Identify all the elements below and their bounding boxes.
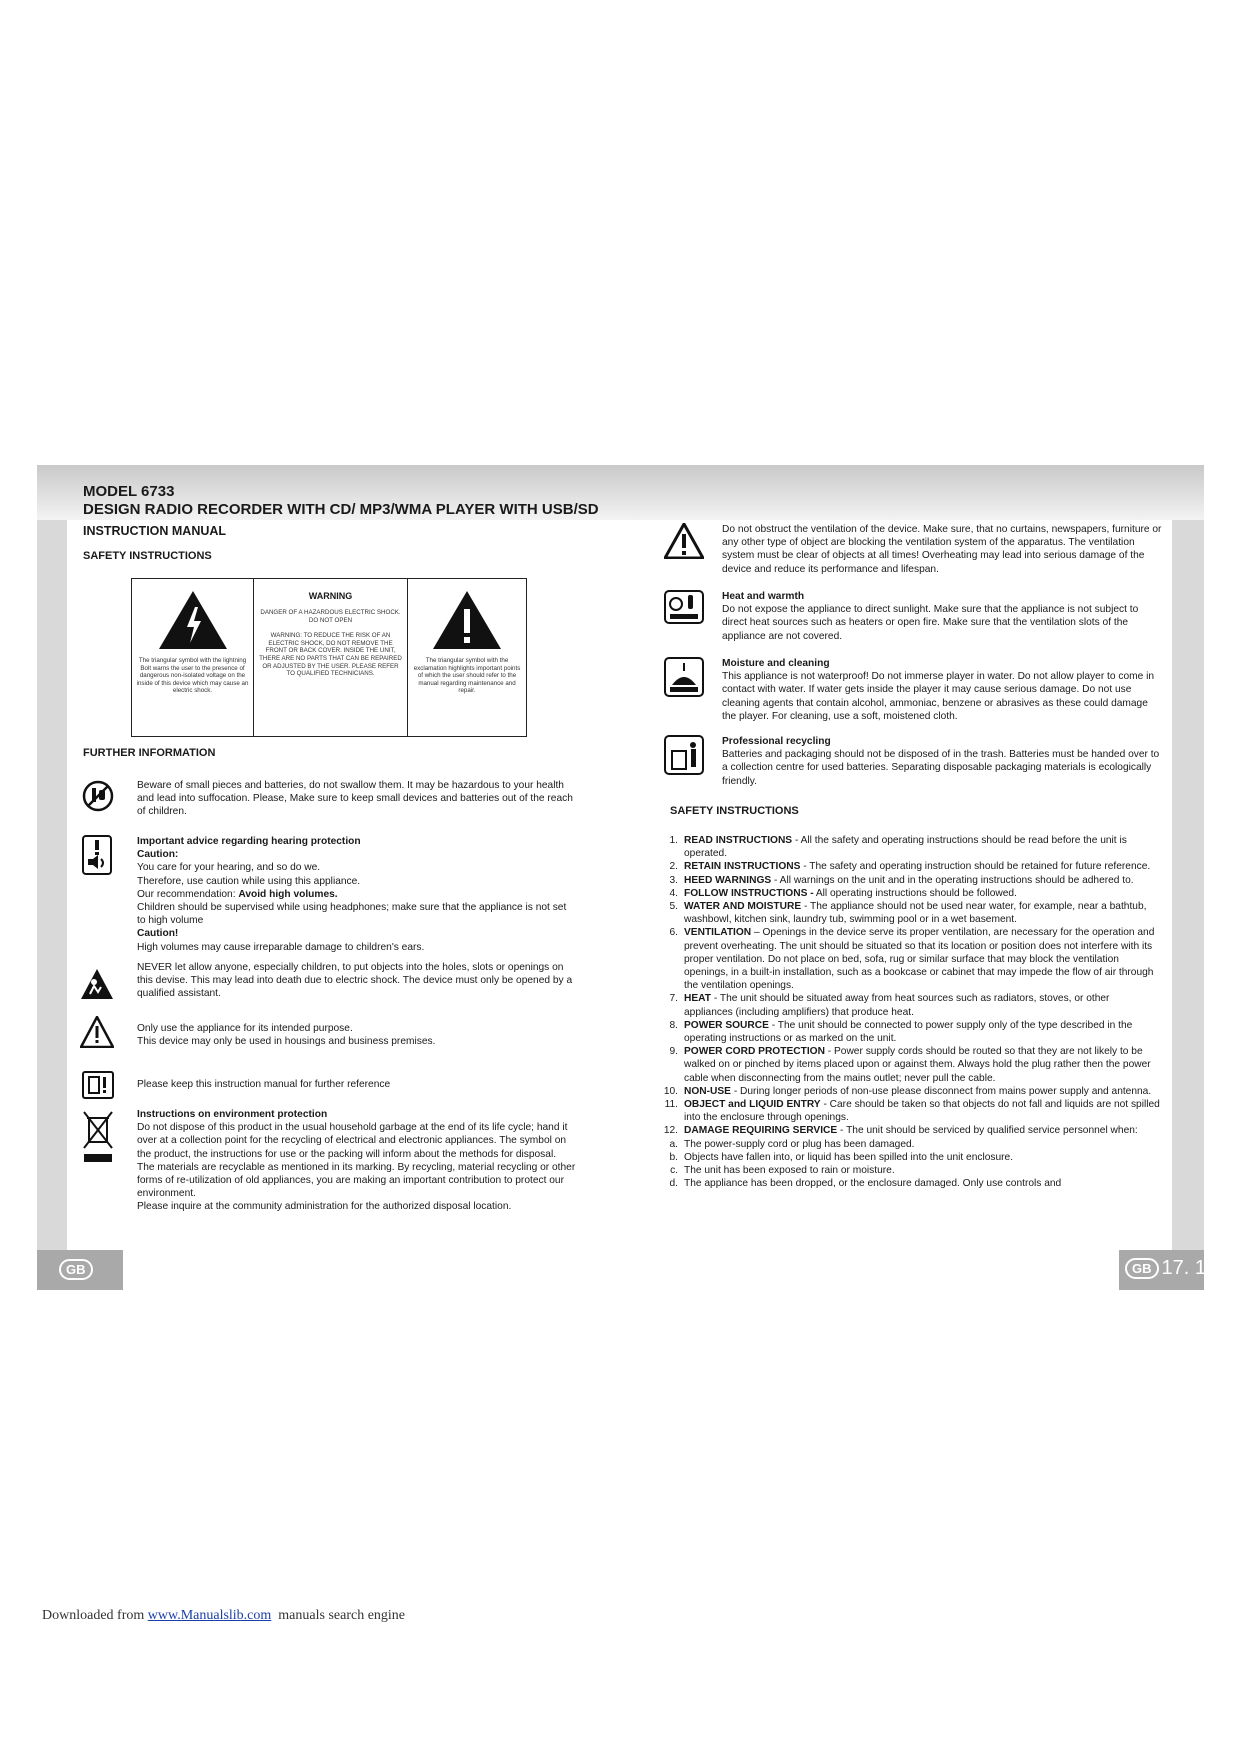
safety-item (660, 1019, 1160, 1045)
subitem-letter: b. (669, 1151, 678, 1163)
safety-subitem (660, 1164, 1160, 1177)
environment-section (137, 1108, 577, 1214)
recycling-text: Batteries and packaging should not be disposed of in the trash. Batteries must be handed over to a collection centre for used batteries. Separating disposable packaging materials is ecologically friendly. (722, 749, 1160, 787)
subitem-text: Objects have fallen into, or liquid has been spilled into the unit enclosure. (684, 1151, 1014, 1163)
environment-paragraph-3: Please inquire at the community administration for the authorized disposal location. (137, 1201, 512, 1213)
keep-manual-text: Please keep this instruction manual for further reference (137, 1079, 391, 1090)
safety-item (660, 887, 1160, 900)
item-text (684, 1098, 1160, 1124)
item-text (684, 860, 1150, 873)
left-side-bar (37, 520, 67, 1260)
moisture-text: This appliance is not waterproof! Do not immerse player in water. Do not allow player to come in contact with water. If water gets inside the player it may cause serious damage. Do not use cleaning agents that contain alcohol, ammoniac, benzene or abrasives as these could damage the player. For cleaning, use a soft, moistened cloth. (722, 671, 1155, 722)
item-label: WATER AND MOISTURE (684, 901, 802, 913)
subitem-text: The unit has been exposed to rain or moisture. (684, 1165, 895, 1177)
item-body: - The unit should be situated away from heat sources such as radiators, stoves, or other appliances (including amplifiers) that produce heat. (684, 993, 1110, 1018)
item-label: NON-USE (684, 1085, 731, 1097)
hearing-caution-2: Caution! (137, 928, 179, 940)
subitem-text: The appliance has been dropped, or the enclosure damaged. Only use controls and (684, 1178, 1062, 1190)
right-footer-tab (1119, 1250, 1204, 1290)
safety-item (660, 1085, 1160, 1098)
item-body: – Openings in the device serve its proper ventilation, are necessary for the operation and prevent overheating. The unit should be situated so that its location or position does not interfere with its proper ventilation. Do not place on bed, sofa, rug or similar surface that may block the ventilation openings, in a built-in installation, such as a bookcase or cabinet that may impede the flow of air through the ventilation openings. (684, 927, 1155, 992)
item-text (684, 834, 1160, 860)
item-label: FOLLOW INSTRUCTIONS - (684, 887, 814, 899)
safety-subitem (660, 1151, 1160, 1164)
hearing-line-1: You care for your hearing, and so do we. (137, 862, 321, 874)
heat-text: Do not expose the appliance to direct sunlight. Make sure that the appliance is not subject to direct heat sources such as heaters or open fire. Make sure that the ventilation slots of the appliance are not covered. (722, 604, 1139, 642)
safety-list (660, 834, 1160, 1190)
item-text (684, 900, 1160, 926)
item-body: - Care should be taken so that objects do not fall and liquids are not spilled into the enclosure through openings. (684, 1099, 1160, 1124)
item-text (684, 874, 1134, 887)
item-label: DAMAGE REQUIRING SERVICE (684, 1125, 838, 1137)
safety-item (660, 1124, 1160, 1137)
warning-lightning-cell (132, 579, 254, 736)
recycling-title: Professional recycling (722, 736, 831, 747)
safety-item (660, 874, 1160, 887)
item-body: All operating instructions should be followed. (813, 887, 1017, 899)
download-footer (42, 1608, 405, 1624)
electric-shock-child-icon (80, 968, 114, 1000)
heat-section (722, 590, 1162, 643)
safety-subitem (660, 1138, 1160, 1151)
hearing-section (137, 835, 577, 954)
warning-title: WARNING (308, 591, 353, 601)
environment-title: Instructions on environment protection (137, 1109, 328, 1120)
gb-badge-left: GB (59, 1259, 93, 1280)
item-number: 7. (669, 993, 678, 1005)
recommendation-label: Our recommendation: (137, 888, 239, 900)
item-number: 8. (669, 1019, 678, 1031)
ventilation-text: Do not obstruct the ventilation of the device. Make sure, that no curtains, newspapers, furniture or any other type of object are blocking the ventilation system of the apparatus. The ventilation system must be clear of objects at all times! Overheating may lead into serious damage of the device and reduce its performance and lifespan. (722, 524, 1162, 575)
item-label: READ INSTRUCTIONS (684, 835, 793, 846)
item-text (684, 887, 1017, 900)
left-footer-tab (37, 1250, 123, 1290)
item-number: 11. (664, 1099, 678, 1111)
lightning-explanation: The triangular symbol with the lightning Bolt warns the user to the presence of dangerous non-isolated voltage on the inside of this device which may cause an electric shock. (136, 657, 249, 695)
environment-paragraph-2: The materials are recyclable as mentioned in its marking. By recycling, material recycling or other forms of re-utilization of old appliances, you are making an important contribution to protect our environment. (137, 1161, 576, 1200)
item-body: - Power supply cords should be routed so that they are not likely to be walked on or pinched by items placed upon or against them. Always hold the plug rather then the power cable when disconnecting from the mains outlet; never pull the cable. (684, 1046, 1151, 1084)
warning-center-cell (254, 579, 408, 736)
subitem-letter: a. (669, 1138, 678, 1150)
hearing-caution-1: Caution: (137, 849, 179, 861)
warning-danger-text: DANGER OF A HAZARDOUS ELECTRIC SHOCK. DO NOT OPEN (260, 609, 401, 624)
warning-reduce-text: WARNING: TO REDUCE THE RISK OF AN ELECTRIC SHOCK, DO NOT REMOVE THE FRONT OR BACK COVER. INSIDE THE UNIT, THERE ARE NO PARTS THAT CAN BE REPAIRED OR ADJUSTED BY THE USER. PLEASE REFER TO QUALIFIED TECHNICIANS. (259, 632, 402, 678)
item-text (684, 1085, 1151, 1098)
download-prefix: Downloaded from (42, 1608, 148, 1623)
environment-paragraph-1: Do not dispose of this product in the usual household garbage at the end of its life cycle; hand it over at a collection point for the recycling of electrical and electronic appliances. The symbol on the product, the instructions for use or the packing will inform about the methods for disposal. (137, 1122, 568, 1160)
item-number: 10. (663, 1085, 678, 1097)
item-label: HEAT (684, 993, 711, 1005)
hearing-recommendation (137, 888, 577, 901)
safety-item (660, 834, 1160, 860)
item-label: OBJECT and LIQUID ENTRY (684, 1099, 821, 1111)
item-number: 4. (669, 887, 678, 899)
item-number: 12. (663, 1125, 678, 1137)
download-suffix: manuals search engine (271, 1608, 406, 1623)
item-label: POWER SOURCE (684, 1019, 769, 1031)
right-side-bar (1172, 520, 1204, 1260)
model-title: MODEL 6733 (83, 483, 175, 500)
item-body: - The appliance should not be used near water, for example, near a bathtub, washbowl, kitchen sink, laundry tub, swimming pool or in a wet basement. (684, 901, 1147, 926)
further-information-heading: FURTHER INFORMATION (83, 747, 216, 759)
safety-instructions-heading: SAFETY INSTRUCTIONS (83, 550, 212, 562)
instruction-manual-heading: INSTRUCTION MANUAL (83, 524, 227, 538)
heat-thermometer-icon (664, 590, 704, 624)
safety-item (660, 860, 1160, 873)
item-body: - During longer periods of non-use please disconnect from mains power supply and antenna. (730, 1085, 1152, 1097)
moisture-cleaning-icon (664, 657, 704, 697)
item-text (684, 992, 1160, 1018)
item-label: RETAIN INSTRUCTIONS (684, 861, 801, 873)
item-body: - All the safety and operating instructions should be read before the unit is operated. (684, 835, 1127, 860)
manual-book-icon (82, 1071, 114, 1099)
moisture-section (722, 657, 1162, 723)
item-number: 1. (669, 835, 678, 846)
item-number: 5. (669, 901, 678, 913)
item-label: VENTILATION (684, 927, 752, 939)
safety-subitem (660, 1177, 1160, 1190)
safety-item (660, 1098, 1160, 1124)
hearing-line-4: High volumes may cause irreparable damage to children's ears. (137, 941, 425, 953)
subitem-letter: d. (669, 1178, 678, 1190)
small-parts-text: Beware of small pieces and batteries, do not swallow them. It may be hazardous to your health and lead into suffocation. Please, Make sure to keep small devices and batteries out of the reach of children. (137, 780, 573, 818)
item-body: - The unit should be serviced by qualified service personnel when: (837, 1125, 1138, 1137)
exclamation-triangle-icon (431, 589, 503, 651)
warning-exclamation-cell (408, 579, 526, 736)
no-swallow-icon (82, 779, 114, 813)
weee-crossed-bin-icon (82, 1110, 114, 1164)
right-safety-heading: SAFETY INSTRUCTIONS (670, 805, 799, 817)
right-footer-content (1125, 1257, 1204, 1280)
warning-box (131, 578, 527, 737)
caution-triangle-icon (80, 1016, 114, 1048)
item-number: 3. (669, 874, 678, 886)
gb-badge-right: GB (1125, 1258, 1159, 1279)
never-text: NEVER let allow anyone, especially children, to put objects into the holes, slots or openings on this devise. This may lead into death due to electric shock. The device must only be opened by a qualified assistant. (137, 962, 573, 1000)
hearing-protection-icon (82, 835, 112, 875)
intended-purpose-section (137, 1022, 577, 1048)
item-label: HEED WARNINGS (684, 874, 772, 886)
lightning-triangle-icon (157, 589, 229, 651)
subitem-text: The power-supply cord or plug has been damaged. (684, 1138, 915, 1150)
item-number: 6. (669, 927, 678, 939)
purpose-line-1: Only use the appliance for its intended purpose. (137, 1023, 353, 1034)
moisture-title: Moisture and cleaning (722, 658, 830, 669)
item-body: - The safety and operating instruction should be retained for future reference. (800, 861, 1151, 873)
hearing-title: Important advice regarding hearing protection (137, 836, 361, 847)
purpose-line-2: This device may only be used in housings and business premises. (137, 1036, 436, 1048)
manual-header (83, 483, 783, 519)
item-body: - The unit should be connected to power supply only of the type described in the operating instructions or as marked on the unit. (684, 1019, 1133, 1045)
item-text (684, 926, 1160, 992)
item-text (684, 1045, 1160, 1085)
item-number: 9. (669, 1046, 678, 1058)
recommendation-bold: Avoid high volumes. (238, 888, 338, 900)
recycling-bin-icon (664, 735, 704, 775)
ventilation-warning-icon (664, 523, 704, 559)
hearing-line-2: Therefore, use caution while using this appliance. (137, 875, 361, 887)
page-number: 17. 1 (1161, 1257, 1206, 1279)
item-text (684, 1019, 1160, 1045)
safety-item (660, 926, 1160, 992)
recycling-section (722, 735, 1162, 788)
manualslib-link[interactable]: www.Manualslib.com (147, 1608, 272, 1623)
heat-title: Heat and warmth (722, 591, 805, 602)
item-label: POWER CORD PROTECTION (684, 1046, 825, 1058)
safety-item (660, 1045, 1160, 1085)
safety-item (660, 992, 1160, 1018)
exclamation-explanation: The triangular symbol with the exclamation highlights important points of which the user should refer to the manual regarding maintenance and repair. (413, 657, 521, 695)
item-body: - All warnings on the unit and in the operating instructions should be adhered to. (771, 874, 1134, 886)
item-text (684, 1124, 1138, 1137)
product-title: DESIGN RADIO RECORDER WITH CD/ MP3/WMA PLAYER WITH USB/SD (83, 501, 599, 518)
item-number: 2. (669, 861, 678, 873)
hearing-line-3: Children should be supervised while using headphones; make sure that the appliance is not set to high volume (137, 902, 567, 927)
subitem-letter: c. (670, 1165, 678, 1177)
safety-item (660, 900, 1160, 926)
